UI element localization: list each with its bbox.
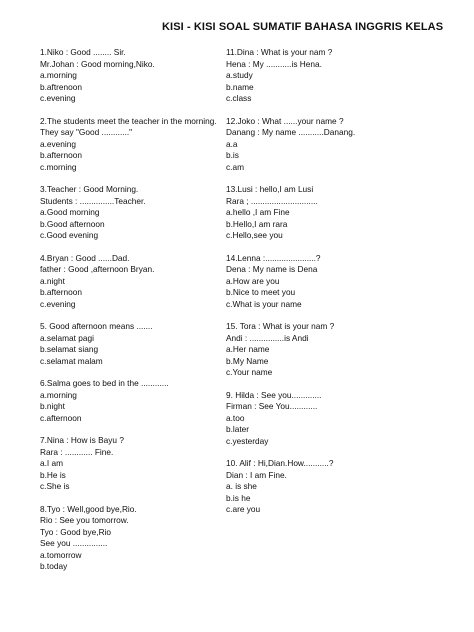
question-line: a.Good morning <box>40 207 100 217</box>
question-line: c.Hello,see you <box>226 230 283 240</box>
question-block <box>40 253 245 311</box>
question-line: b.aftrenoon <box>40 81 82 92</box>
question-line: b.is <box>226 150 239 160</box>
question-block <box>40 435 245 493</box>
question-text: 10. Alif : Hi,Dian.How...........? <box>226 458 334 468</box>
question-line: b.night <box>40 401 65 411</box>
page-title: KISI - KISI SOAL SUMATIF BAHASA INGGRIS KELAS <box>162 21 444 33</box>
question-line: c.Your name <box>226 367 273 377</box>
question-line: c.afternoon <box>40 412 82 423</box>
question-text: 2.The students meet the teacher in the morning. <box>40 115 217 126</box>
question-line: Students : ...............Teacher. <box>40 195 146 206</box>
question-line: b.afternoon <box>40 150 82 160</box>
question-line: See you ............... <box>40 538 108 548</box>
question-text: 15. Tora : What is your nam ? <box>226 321 335 331</box>
left-question-column <box>40 47 245 584</box>
question-line: c.She is <box>40 481 70 491</box>
question-line: a.night <box>40 275 65 286</box>
question-line: c.selamat malam <box>40 355 103 366</box>
question-line: They say "Good ............" <box>40 127 133 137</box>
question-line: b.afternoon <box>40 287 82 297</box>
question-line: b.is he <box>226 492 251 503</box>
question-text: 6.Salma goes to bed in the ............ <box>40 378 169 388</box>
question-line: b.He is <box>40 469 66 480</box>
question-line: b.selamat siang <box>40 344 99 354</box>
question-text: 9. Hilda : See you............. <box>226 389 322 400</box>
question-block <box>226 116 431 174</box>
question-line: c.What is your name <box>226 298 302 309</box>
question-line: b.Good afternoon <box>40 218 105 229</box>
question-line: b.later <box>226 424 250 434</box>
question-line: a.selamat pagi <box>40 332 94 343</box>
question-line: a.a <box>226 138 238 149</box>
question-block <box>226 321 431 379</box>
question-line: a.hello ,I am Fine <box>226 207 290 217</box>
question-line: father : Good ,afternoon Bryan. <box>40 264 155 274</box>
question-line: c.evening <box>40 93 76 103</box>
question-block <box>40 378 245 424</box>
question-text: 4.Bryan : Good ......Dad. <box>40 252 130 263</box>
question-text: 3.Teacher : Good Morning. <box>40 184 139 194</box>
question-text: 7.Nina : How is Bayu ? <box>40 435 124 445</box>
question-block <box>226 47 431 105</box>
question-text: 13.Lusi : hello,I am Lusi <box>226 184 314 194</box>
question-line: a.study <box>226 70 253 80</box>
question-text: 8.Tyo : Well,good bye,Rio. <box>40 503 137 514</box>
question-line: a.evening <box>40 138 76 149</box>
question-line: a.I am <box>40 458 64 468</box>
question-line: Firman : See You............ <box>226 401 318 411</box>
question-line: a.Her name <box>226 344 270 354</box>
question-line: c.evening <box>40 298 76 309</box>
question-line: b.Hello,I am rara <box>226 218 288 229</box>
question-block <box>40 47 245 105</box>
question-text: 5. Good afternoon means ....... <box>40 321 153 331</box>
question-line: a.too <box>226 412 245 423</box>
question-line: b.Nice to meet you <box>226 287 296 297</box>
question-text: 12.Joko : What ......your name ? <box>226 115 344 126</box>
question-line: c.class <box>226 93 252 103</box>
question-line: a.tomorrow <box>40 549 82 560</box>
question-line: a.How are you <box>226 275 280 286</box>
question-line: Dena : My name is Dena <box>226 264 318 274</box>
question-line: b.today <box>40 561 68 571</box>
question-line: Rara : ............ Fine. <box>40 446 114 457</box>
question-block <box>40 184 245 242</box>
question-line: a. is she <box>226 481 257 491</box>
question-line: Hena : My ...........is Hena. <box>226 58 322 69</box>
question-line: Andi : ...............is Andi <box>226 332 309 343</box>
question-text: 11.Dina : What is your nam ? <box>226 47 333 57</box>
question-line: c.am <box>226 161 244 172</box>
question-block <box>226 253 431 311</box>
question-block <box>226 458 431 516</box>
question-line: b.My Name <box>226 355 269 366</box>
question-text: 14.Lenna :......................? <box>226 252 321 263</box>
question-line: c.are you <box>226 504 261 514</box>
question-line: b.name <box>226 81 254 92</box>
question-block <box>40 504 245 573</box>
question-block <box>40 321 245 367</box>
question-block <box>40 116 245 174</box>
question-line: c.morning <box>40 161 77 172</box>
question-line: Mr.Johan : Good morning,Niko. <box>40 58 155 69</box>
question-line: Danang : My name ...........Danang. <box>226 127 356 137</box>
question-block <box>226 184 431 242</box>
question-line: Rara ; ............................. <box>226 195 318 206</box>
question-line: c.yesterday <box>226 435 269 446</box>
question-line: a.morning <box>40 70 77 80</box>
right-question-column <box>226 47 431 527</box>
question-line: Tyo : Good bye,Rio <box>40 526 112 537</box>
question-line: Rio : See you tomorrow. <box>40 515 129 525</box>
question-block <box>226 390 431 448</box>
question-line: a.morning <box>40 389 77 400</box>
question-line: c.Good evening <box>40 230 99 240</box>
question-line: Dian : I am Fine. <box>226 469 287 480</box>
question-text: 1.Niko : Good ........ Sir. <box>40 47 126 57</box>
